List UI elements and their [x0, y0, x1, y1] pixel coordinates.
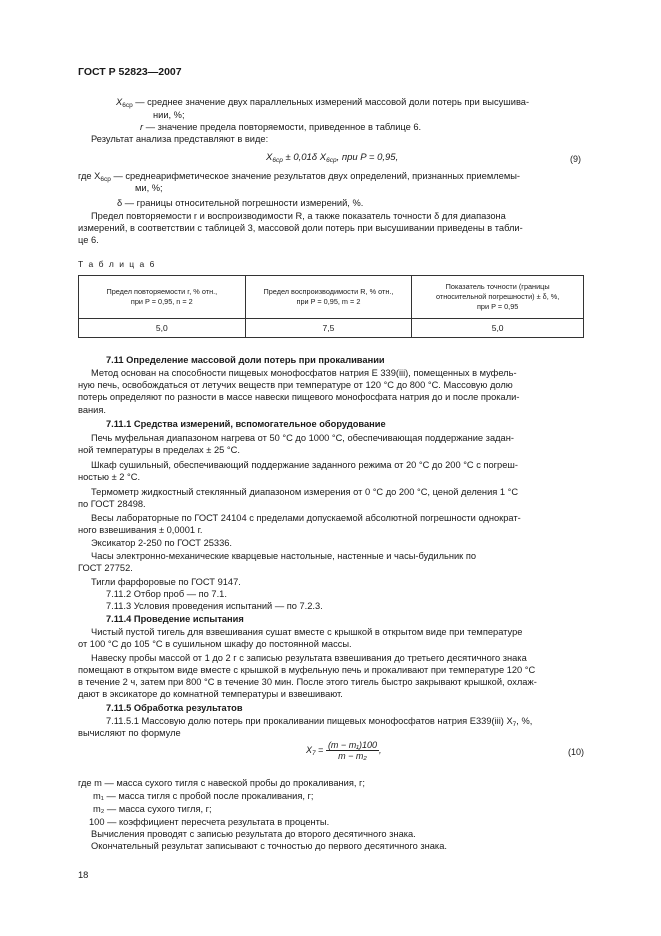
- def-x6-desc-2: нии, %;: [153, 110, 185, 120]
- table-6-caption: Т а б л и ц а 6: [78, 259, 156, 269]
- p1-line-4: вания.: [78, 405, 106, 415]
- limits-line-1: Предел повторяемости r и воспроизводимости R, а также показатель точности δ для диапазона: [91, 211, 506, 221]
- p6: Эксикатор 2-250 по ГОСТ 25336.: [91, 538, 233, 548]
- def-where-desc-2: ми, %;: [135, 183, 163, 193]
- page-number: 18: [78, 870, 89, 880]
- def3-line-4: 100 — коэффициент пересчета результата в проценты.: [89, 817, 330, 827]
- table-6-header-R: [245, 276, 412, 319]
- def3-line-1: где m — масса сухого тигля с навеской пробы до прокаливания, г;: [78, 778, 365, 788]
- def-r-line: [140, 121, 421, 133]
- p13-line-2: вычисляют по формуле: [78, 728, 181, 738]
- table-6-header-row: [79, 276, 584, 319]
- table-6-value-r: 5,0: [79, 319, 246, 338]
- heading-7-11-5: 7.11.5 Обработка результатов: [106, 703, 243, 713]
- formula-10-tail: ,: [379, 744, 382, 755]
- def3-line-6: Окончательный результат записывают с точностью до первого десятичного знака.: [91, 841, 447, 851]
- p2-line-1: Печь муфельная диапазоном нагрева от 50 °С до 1000 °С, обеспечивающая поддержание задан-: [91, 433, 514, 443]
- formula-10-lhs-sub: 7: [312, 749, 316, 757]
- table-6-header-r: [79, 276, 246, 319]
- def-x6-symbol: X: [116, 97, 123, 107]
- def3-line-2: m₁ — масса тигля с пробой после прокаливания, г;: [93, 791, 314, 801]
- p8: Тигли фарфоровые по ГОСТ 9147.: [91, 577, 241, 587]
- table-6-header-delta-l2: относительной погрешности) ± δ, %,: [435, 292, 560, 301]
- p5-line-1: Весы лабораторные по ГОСТ 24104 с пределами допускаемой абсолютной погрешности однократ-: [91, 513, 521, 523]
- p1-line-1: Метод основан на способности пищевых монофосфатов натрия Е 339(iii), помещенных в муфель-: [91, 368, 517, 378]
- def-delta-line: δ — границы относительной погрешности измерений, %.: [117, 198, 364, 208]
- table-6-value-delta: 5,0: [412, 319, 584, 338]
- formula-9: [266, 152, 398, 164]
- p10: 7.11.3 Условия проведения испытаний — по 7.2.3.: [106, 601, 323, 611]
- formula-9-number: (9): [570, 154, 581, 164]
- def-where-sym: где X: [78, 171, 101, 181]
- p4-line-1: Термометр жидкостный стеклянный диапазоном измерения от 0 °С до 200 °С, ценой деления 1 °С: [91, 487, 519, 497]
- def-r-symbol: r: [140, 122, 144, 132]
- table-6-header-r-l1: Предел повторяемости r, % отн.,: [106, 287, 218, 296]
- table-6-header-R-l1: Предел воспроизводимости R, % отн.,: [263, 287, 394, 296]
- formula-10-denominator: m − m₂: [338, 751, 367, 761]
- table-6-header-R-l2: при P = 0,95, m = 2: [296, 297, 361, 306]
- formula-9-sub-b: 6ср: [326, 157, 337, 164]
- p1-line-2: ную печь, освобождаться от летучих веществ при температуре от 120 °С до 800 °С. Массовую долю: [78, 380, 513, 390]
- heading-7-11-1: 7.11.1 Средства измерений, вспомогательное оборудование: [106, 419, 386, 429]
- p13-subscript: 7: [512, 721, 517, 728]
- formula-10-number: (10): [568, 747, 585, 757]
- limits-line-3: це 6.: [78, 235, 99, 245]
- p13-tail: , %,: [516, 716, 533, 726]
- def-x6-subscript: 6ср: [122, 102, 133, 109]
- p11-line-1: Чистый пустой тигель для взвешивания сушат вместе с крышкой в открытом виде при температуре: [91, 627, 523, 637]
- formula-10: [306, 740, 382, 761]
- p3-line-2: ностью ± 2 °С.: [78, 472, 141, 482]
- p5-line-2: ного взвешивания ± 0,0001 г.: [78, 525, 203, 535]
- def-where-desc-1: — среднеарифметическое значение результатов двух определений, признанных приемлемы-: [113, 171, 521, 181]
- p2-line-2: ной температуры в пределах ± 25 °С.: [78, 445, 240, 455]
- def-x6-desc-1: — среднее значение двух параллельных измерений массовой доли потерь при высушива-: [135, 97, 530, 107]
- limits-line-2: измерений, в соответствии с таблицей 3, массовой доли потерь при высушивании приведены в табли-: [78, 223, 523, 233]
- table-6-header-r-l2: при P = 0,95, n = 2: [130, 297, 193, 306]
- heading-7-11: 7.11 Определение массовой доли потерь при прокаливании: [106, 355, 385, 365]
- table-6-header-delta: [412, 276, 584, 319]
- p12-line-4: дают в эксикаторе до комнатной температуры и взвешивают.: [78, 689, 343, 699]
- p11-line-2: от 100 °С до 105 °С в сушильном шкафу до постоянной массы.: [78, 639, 352, 649]
- def-where-sub: 6ср: [100, 176, 111, 183]
- p12-line-2: помещают в открытом виде вместе с крышкой в муфельную печь и прокаливают при температуре 120 °С: [78, 665, 536, 675]
- p1-line-3: потерь определяют по разности в массе навески пищевого монофосфата натрия до и после прокали-: [78, 392, 520, 402]
- def-r-desc: — значение предела повторяемости, приведенное в таблице 6.: [145, 122, 422, 132]
- formula-10-lhs: X: [306, 744, 313, 755]
- p12-line-1: Навеску пробы массой от 1 до 2 г с записью результата взвешивания до третьего десятичного знака: [91, 653, 527, 663]
- table-6-header-delta-l3: при P = 0,95: [476, 302, 519, 311]
- p4-line-2: по ГОСТ 28498.: [78, 499, 146, 509]
- def3-line-3: m₂ — масса сухого тигля, г;: [93, 804, 212, 814]
- p7-line-1: Часы электронно-механические кварцевые настольные, настенные и часы-будильник по: [91, 551, 477, 561]
- p12-line-3: в течение 2 ч, затем при 800 °С в течение 30 мин. После этого тигель быстро закрывают крышкой, охлаж-: [78, 677, 537, 687]
- formula-9-a: X: [266, 152, 273, 163]
- table-6-value-R: 7,5: [245, 319, 412, 338]
- table-6: [78, 275, 584, 338]
- p7-line-2: ГОСТ 27752.: [78, 563, 133, 573]
- document-header: ГОСТ Р 52823—2007: [78, 66, 182, 78]
- p9: 7.11.2 Отбор проб — по 7.1.: [106, 589, 227, 599]
- formula-10-numerator: (m − m₁)100: [327, 740, 378, 750]
- formula-9-c: , при P = 0,95,: [336, 152, 399, 163]
- p13-text: 7.11.5.1 Массовую долю потерь при прокаливании пищевых монофосфатов натрия Е339(iii) X: [106, 716, 513, 726]
- formula-10-eq: =: [318, 744, 324, 755]
- heading-7-11-4: 7.11.4 Проведение испытания: [106, 614, 244, 624]
- result-intro: Результат анализа представляют в виде:: [91, 134, 269, 144]
- formula-9-sub-a: 6ср: [272, 157, 283, 164]
- p3-line-1: Шкаф сушильный, обеспечивающий поддержание заданного режима от 20 °С до 200 °С с погреш-: [91, 460, 518, 470]
- formula-9-b: ± 0,01δ X: [285, 152, 327, 163]
- table-6-header-delta-l1: Показатель точности (границы: [445, 282, 550, 291]
- formula-10-fraction: [326, 740, 379, 761]
- def3-line-5: Вычисления проводят с записью результата до второго десятичного знака.: [91, 829, 416, 839]
- table-6-value-row: [79, 319, 584, 338]
